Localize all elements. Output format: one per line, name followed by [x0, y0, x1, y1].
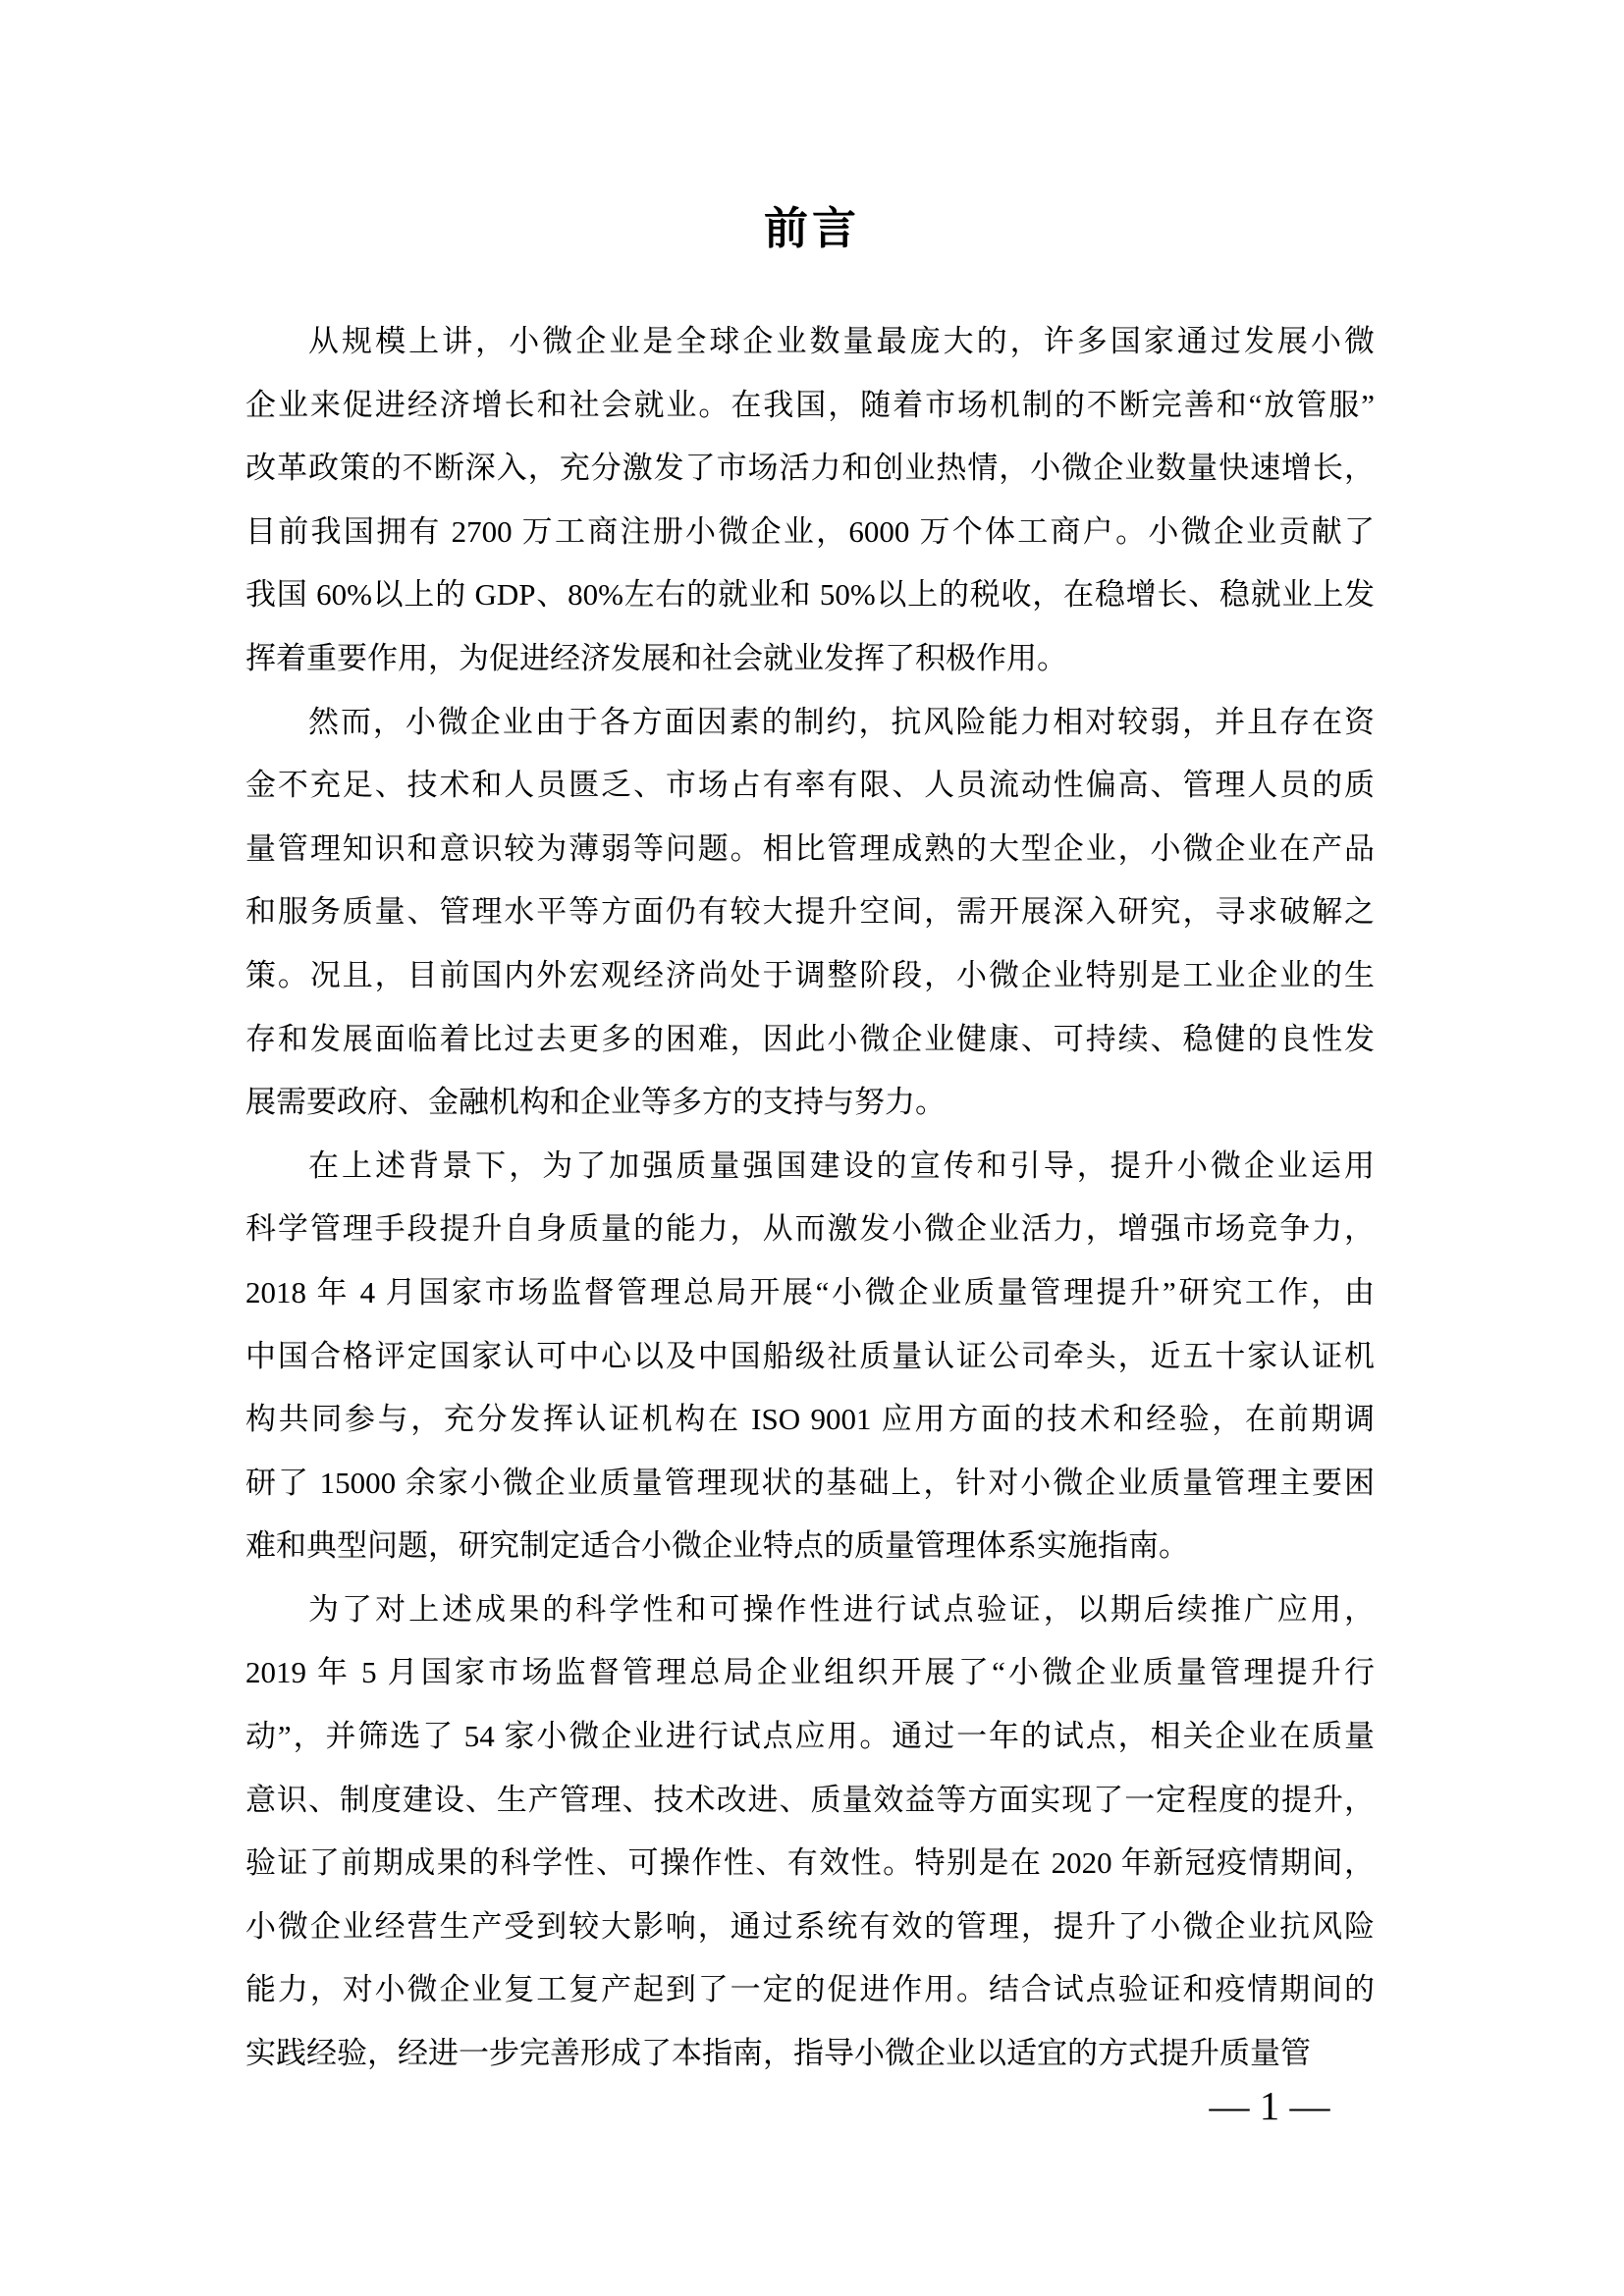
paragraph-4-line: 2019 年 5 月国家市场监督管理总局企业组织开展了“小微企业质量管理提升行	[245, 1655, 1375, 1690]
paragraph-3-line: 2018 年 4 月国家市场监督管理总局开展“小微企业质量管理提升”研究工作，由	[245, 1274, 1375, 1309]
paragraph-4-line: 动”，并筛选了 54 家小微企业进行试点应用。通过一年的试点，相关企业在质量	[245, 1719, 1375, 1754]
paragraph-3-line: 在上述背景下，为了加强质量强国建设的宣传和引导，提升小微企业运用	[308, 1148, 1375, 1183]
paragraph-2-line: 策。况且，目前国内外宏观经济尚处于调整阶段，小微企业特别是工业企业的生	[245, 957, 1375, 992]
paragraph-1-line: 目前我国拥有 2700 万工商注册小微企业，6000 万个体工商户。小微企业贡献了	[245, 513, 1375, 549]
paragraph-4-line: 为了对上述成果的科学性和可操作性进行试点验证，以期后续推广应用，	[308, 1591, 1375, 1627]
paragraph-3-line: 研了 15000 余家小微企业质量管理现状的基础上，针对小微企业质量管理主要困	[245, 1465, 1375, 1500]
paragraph-3-line: 难和典型问题，研究制定适合小微企业特点的质量管理体系实施指南。	[245, 1528, 1189, 1564]
paragraph-2-line: 金不充足、技术和人员匮乏、市场占有率有限、人员流动性偏高、管理人员的质	[245, 768, 1375, 803]
paragraph-2-line: 然而，小微企业由于各方面因素的制约，抗风险能力相对较弱，并且存在资	[308, 704, 1375, 739]
page-number: — 1 —	[1209, 2083, 1330, 2128]
paragraph-2-line: 存和发展面临着比过去更多的困难，因此小微企业健康、可持续、稳健的良性发	[245, 1021, 1375, 1056]
paragraph-4-line: 验证了前期成果的科学性、可操作性、有效性。特别是在 2020 年新冠疫情期间，	[245, 1845, 1375, 1881]
paragraph-2-line: 和服务质量、管理水平等方面仍有较大提升空间，需开展深入研究，寻求破解之	[245, 894, 1375, 930]
paragraph-4-line: 能力，对小微企业复工复产起到了一定的促进作用。结合试点验证和疫情期间的	[245, 1972, 1375, 2007]
paragraph-1-line: 从规模上讲，小微企业是全球企业数量最庞大的，许多国家通过发展小微	[308, 324, 1375, 358]
document-body	[245, 310, 1375, 2086]
paragraph-2-line: 量管理知识和意识较为薄弱等问题。相比管理成熟的大型企业，小微企业在产品	[245, 830, 1375, 866]
paragraph-3-line: 中国合格评定国家认可中心以及中国船级社质量认证公司牵头，近五十家认证机	[245, 1338, 1375, 1373]
paragraph-4-line: 实践经验，经进一步完善形成了本指南，指导小微企业以适宜的方式提升质量管	[245, 2036, 1311, 2071]
paragraph-2-line: 展需要政府、金融机构和企业等多方的支持与努力。	[245, 1085, 946, 1120]
paragraph-1-line: 挥着重要作用，为促进经济发展和社会就业发挥了积极作用。	[245, 640, 1067, 675]
paragraph-1-line: 我国 60%以上的 GDP、80%左右的就业和 50%以上的税收，在稳增长、稳就业上发	[245, 577, 1375, 613]
paragraph-1-line: 企业来促进经济增长和社会就业。在我国，随着市场机制的不断完善和“放管服”	[245, 387, 1375, 422]
paragraph-3-line: 构共同参与，充分发挥认证机构在 ISO 9001 应用方面的技术和经验，在前期调	[245, 1402, 1375, 1437]
paragraph-1-line: 改革政策的不断深入，充分激发了市场活力和创业热情，小微企业数量快速增长，	[245, 451, 1375, 486]
paragraph-3-line: 科学管理手段提升自身质量的能力，从而激发小微企业活力，增强市场竞争力，	[245, 1211, 1375, 1247]
paragraph-4-line: 小微企业经营生产受到较大影响，通过系统有效的管理，提升了小微企业抗风险	[245, 1908, 1375, 1944]
paragraph-4-line: 意识、制度建设、生产管理、技术改进、质量效益等方面实现了一定程度的提升，	[245, 1782, 1375, 1817]
page-title: 前言	[763, 203, 860, 253]
